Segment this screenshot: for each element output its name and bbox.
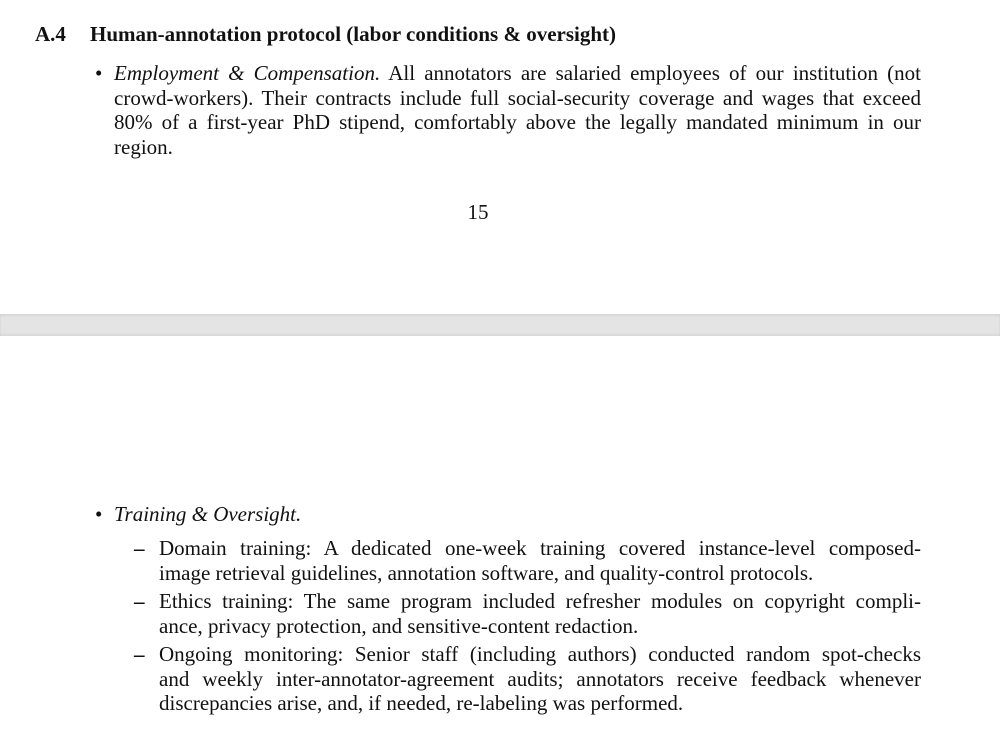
sub-item-ethics-training	[134, 589, 921, 638]
monitoring-line-3: discrepancies arise, and, if needed, re-labeling was performed.	[159, 691, 684, 715]
page-bottom	[0, 336, 1000, 752]
employment-line-1	[114, 61, 921, 86]
dash-marker: –	[134, 642, 145, 666]
section-heading	[35, 20, 616, 48]
page-number: 15	[467, 200, 489, 224]
employment-line-1-text: All annotators are salaried employees of our institution (not	[380, 61, 921, 85]
monitoring-line-2: and weekly inter-annotator-agreement audits; annotators receive feedback whenever	[159, 666, 921, 691]
dash-marker: –	[134, 589, 145, 613]
section-number: A.4	[35, 22, 66, 46]
domain-training-line-2: image retrieval guidelines, annotation software, and quality-control protocols.	[159, 560, 814, 585]
employment-line-4: region.	[114, 134, 173, 159]
employment-line-2: crowd-workers). Their contracts include full social-security coverage and wages that exceed	[114, 85, 921, 110]
domain-training-line-1: Domain training: A dedicated one-week training covered instance-level composed-	[159, 536, 921, 560]
employment-line-3: 80% of a first-year PhD stipend, comfortably above the legally mandated minimum in our	[114, 110, 921, 134]
section-title: Human-annotation protocol (labor conditions & oversight)	[90, 22, 617, 46]
employment-lead: Employment & Compensation.	[114, 61, 381, 85]
bullet-dot: •	[95, 61, 103, 85]
page-top	[0, 0, 1000, 314]
ethics-training-line-1: Ethics training: The same program included refresher modules on copyright compli-	[159, 589, 921, 613]
bullet-employment	[95, 61, 921, 159]
dash-marker: –	[134, 536, 145, 560]
ethics-training-line-2: ance, privacy protection, and sensitive-content redaction.	[159, 613, 639, 638]
bullet-dot: •	[95, 502, 103, 526]
sub-item-domain-training	[134, 536, 921, 585]
bullet-training	[95, 502, 921, 527]
training-lead: Training & Oversight.	[114, 502, 302, 526]
monitoring-line-1: Ongoing monitoring: Senior staff (including authors) conducted random spot-checks	[159, 642, 921, 666]
page-separator	[0, 314, 1000, 336]
sub-item-ongoing-monitoring	[134, 642, 921, 716]
